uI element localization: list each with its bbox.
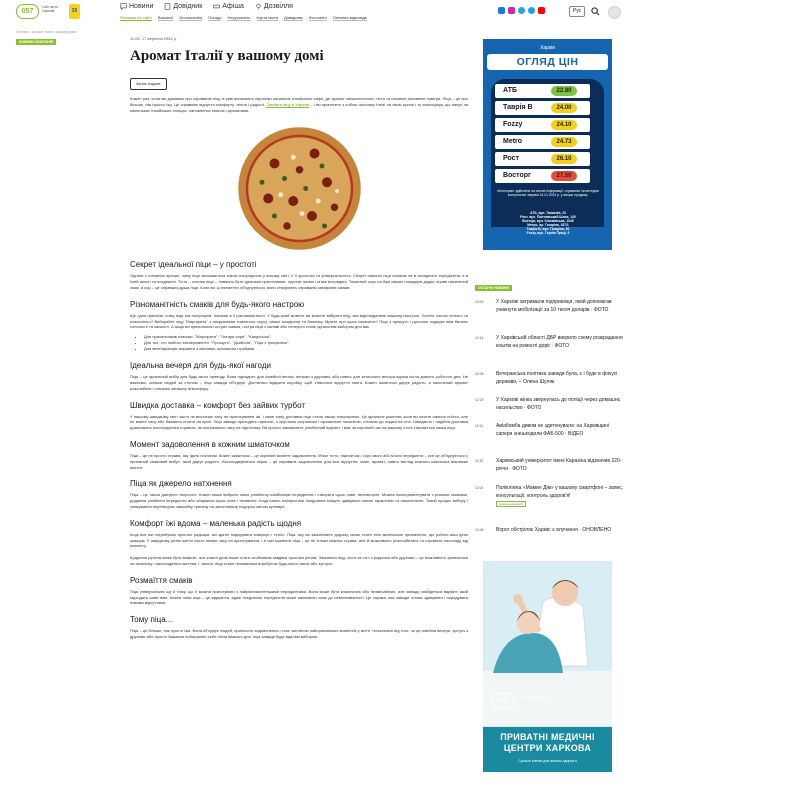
section-heading: Секрет ідеальної піци – у простоті	[130, 260, 257, 270]
instagram-icon[interactable]	[508, 7, 515, 14]
clinic-ad[interactable]	[483, 561, 612, 772]
sub-nav	[120, 15, 367, 21]
news-title[interactable]: У Харкові жінка звернулась до поліції через домашнє насильство · ФОТО	[496, 397, 621, 411]
twitter-icon[interactable]	[528, 7, 535, 14]
clinic-ad-title-2: ЦЕНТРИ ХАРКОВА	[503, 743, 592, 753]
nav-leisure-label: Дозвілля	[263, 3, 293, 10]
subnav-ads[interactable]: Реклама на сайті	[120, 15, 152, 20]
news-time: 10:06	[475, 372, 484, 376]
main-nav	[120, 3, 293, 10]
news-title[interactable]	[496, 485, 624, 509]
latest-news-heading: ОСТАННІ НОВИНИ	[475, 285, 512, 291]
section-heading: Різноманітність смаків для будь-якого настрою	[130, 299, 305, 309]
store-price: 24.00	[551, 103, 577, 113]
store-price: 24.10	[551, 120, 577, 130]
subnav-classifieds[interactable]: Оголошення	[179, 15, 203, 20]
section-paragraph: Піца – це не просто страва, яку їдять поспіхом. Кожен шматочок – це окремий момент задоволення. М'яке тісто, ніжний сир, соус свого або м'ясні інгредієнти – усе це об'єднується у приємний смаковий вибух, який дарує радість. Насолоджуватися піцою – це справжнє задоволення для всіх відчуттів: смак, аромат, навіть вигляд кожного шматочка викликає апетит.	[130, 452, 468, 470]
article-intro	[130, 96, 468, 113]
telegram-icon[interactable]	[518, 7, 525, 14]
news-time: 13:03	[475, 300, 484, 304]
speech-bubble-icon	[120, 3, 127, 10]
section-heading: Ідеальна вечеря для будь-якої нагоди	[130, 361, 271, 371]
subnav-qa[interactable]: Питання-відповідь	[332, 15, 367, 20]
ad-note: Моніторинг здійснено на основі інформації, отриманої за методом контрольної закупки 24.01.2024 р. у місцях продажу:	[497, 189, 599, 197]
facebook-icon[interactable]	[498, 7, 505, 14]
news-title[interactable]: Ветеранська політика завжди була, є і буде в фокусі держави, – Олена Шуляк	[496, 371, 618, 385]
store-name: Metro	[495, 135, 590, 149]
clinic-ad-logo: 057	[491, 693, 515, 709]
language-switch[interactable]: Рус	[569, 6, 585, 17]
subnav-jobs[interactable]: Вакансії	[157, 15, 174, 20]
ad-addresses: АТБ, вул. Танкопія, 23 Рост, вул. Полтавський Шлях, 140 Восторг, вул. Клочківська, 134б Метро, пр. Гагаріна, 187/1 Таврія В, вул. Гагаріна, 30 Fozzy, вул. Героїв Праці, 9	[520, 211, 576, 235]
pizza-list	[144, 334, 468, 352]
nav-directory-label: Довідник	[173, 3, 203, 10]
section-paragraph: Ще одна причина, чому піца так популярна, полягає в її різноманітності. У будь-який момент ви можете вибрати піцу, яка відповідатиме вашому настрою. Хочете чогось легкого та класичного? Вибирайте піцу "Маргарита" з поєднанням томатного соусу, свіжої моцарели та базиліку. Мрієте про щось насичене? Піца з прошуто і руколою подарує вам баланс солоності та свіжості. А якщо ви прихильник гострих смаків, гостра піца з салямі або пепероні стане ідеальним вибором для вас.	[130, 312, 468, 330]
article-date: 11:00, 17 вересня 2024 р.	[130, 36, 178, 41]
news-title[interactable]: Ворог обстріляє Харків: є влучання · ОНОВЛЕНО	[496, 527, 612, 533]
book-icon	[164, 3, 171, 10]
ad-title: ОГЛЯД ЦІН	[487, 54, 608, 70]
page-title: Аромат Італії у вашому домі	[130, 48, 324, 64]
social-links	[498, 7, 545, 14]
news-tag[interactable]: Новини компаній	[496, 501, 526, 507]
store-price: 24.73	[551, 137, 577, 147]
section-paragraph: У нашому швидкому світі часто не вистачає часу на приготування їжі, і саме тому доставка піци стала такою популярною. Це ідеальне рішення, коли ви хочете смачно поїсти, але не маєте часу або бажання стояти на кухні. Піца завжди приходить гарячою, з хрусткою скоринкою і ароматною начинкою, готовою до подачі на стіл. Швидкість і надійна доставка дозволяють насолодитися стравою, не витрачаючи часу на підготовку. Ви просто замовляєте улюблений варіант, і вже за короткий час на вашому столі з'являється свіжа піца.	[130, 413, 468, 431]
news-time: 12:14	[475, 336, 484, 340]
store-name: Таврія В	[495, 101, 590, 115]
section-heading: Розмаїття смаків	[130, 575, 193, 585]
list-item: • Для вегетаріанців: варіанти з овочами, шпинатом і грибами.	[144, 346, 468, 352]
breadcrumb[interactable]: Головна › Аромат Італії у вашому домі	[16, 30, 77, 34]
list-item: • Для тих, хто любить експерименти: "Прошуто", "Дьябола", "Піца з трюфелем".	[144, 340, 468, 346]
news-title[interactable]: У Харкові затримали підприємця, який допомагав уникнути мобілізації за 10 тисяч доларів · ФОТО	[496, 299, 612, 313]
user-avatar[interactable]	[608, 6, 621, 19]
list-item: • Для прихильників класики: "Маргарита", "Чотири сири", "Капричоза".	[144, 334, 468, 340]
price-review-ad[interactable]	[483, 39, 612, 250]
section-paragraph: Однією з головних причин, чому піца залишається такою популярною у всьому світі, є її простота та універсальність. Секрет смачної піци полягає не в складності інгредієнтів, а в їхній якості та поєднанні. Тісто – основа піци – повинно бути ідеально приготоване: хрустке ззовні і м'яке всередині. Томатний соус на базі свіжих помідорів додає страві насичений смак, а сир – це справжня душа піци. Коли всі ці елементи об'єднуються, вони створюють справжню симфонію смаків.	[130, 273, 468, 290]
news-time: 11:51	[475, 424, 484, 428]
nav-afisha-label: Афіша	[222, 3, 244, 10]
nav-afisha[interactable]	[213, 3, 244, 10]
store-name: Рост	[495, 152, 590, 166]
ticket-icon	[213, 3, 220, 10]
intro-text-after: – і ви принесете з собою частинку Італії на свою кухню і ту атмосферу, що панує на маленьких італійських площах, наповнених сміхом і ароматами.	[130, 101, 469, 113]
subnav-reference[interactable]: Довідкова	[283, 15, 303, 20]
nav-leisure[interactable]	[255, 3, 293, 10]
section-heading: Момент задоволення в кожним шматочком	[130, 439, 290, 449]
intro-text: Кожен раз, коли ми думаємо про справжню піцу, в уяві виникають картинки затишних італійських кафе, де аромат свіжоспеченого тіста та начинки заповнює повітря. Піца – це про більше, ніж просто їжу. Це справжнє відчуття комфорту, тепла і радості.	[130, 96, 468, 107]
section-paragraph: Іноді все ми потребуємо простих радощів, які здатні подарувати комфорт і тепло. Піца, яку ви замовляєте додому, може стати тією маленькою приємністю, що робить ваш день кращим. У швидкому ритмі життя часто немає часу на приготування, і в такі моменти піца – це не тільки смачна страва, але й можливість розслабитися та отримати насолоду від моменту.	[130, 531, 468, 549]
site-logo[interactable]: 057	[16, 4, 39, 19]
store-name: Fozzy	[495, 118, 590, 132]
news-time: 10:46	[475, 528, 484, 532]
article	[130, 36, 468, 640]
nav-news[interactable]	[120, 3, 153, 10]
store-price: 26.10	[551, 154, 577, 164]
section-heading: Тому піца...	[130, 615, 173, 625]
nav-news-label: Новини	[129, 3, 154, 10]
section-heading: Комфорт їжі вдома – маленька радість щодня	[130, 518, 302, 528]
section-heading: Швидка доставка – комфорт без зайвих турбот	[130, 400, 306, 410]
clinic-ad-title-1: ПРИВАТНІ МЕДИЧНІ	[500, 732, 595, 742]
clinic-ad-logo-tagline: Сайт міста Харкова	[518, 695, 548, 699]
pin-icon	[255, 3, 262, 10]
section-paragraph: Щоденна рутина може бути важкою, але кожен день може стати особливим завдяки простим речам. Замовити піцу, сісти за стіл з родиною або друзями – це можливість зупинитися на хвилинку і насолодитися життям. І, звісно, піца стане незамінним атрибутом будь-якого свята або зустрічі.	[130, 555, 468, 566]
read-later-button[interactable]: Читать позднее	[130, 78, 167, 90]
category-badge[interactable]: НОВИНИ КОМПАНІЙ	[16, 39, 56, 45]
section-paragraph: Піца універсальна ще й тому, що її можна приготувати з найрізноманітнішими інгредієнтами. Вона може бути класичною або незвичайною, але завжди знайдеться варіант, який підходить саме вам. Кожна нова піца – це відкриття, адже поєднання інгредієнтів може змінювати смак до невпізнаваності. Це справа, яка завжди готова здивувати і порадувати новими відчуттями.	[130, 588, 468, 606]
store-price: 22.80	[551, 86, 577, 96]
news-time: 11:32	[475, 459, 484, 463]
section-heading: Піца як джерело натхнення	[130, 479, 232, 489]
store-price: 27.50	[551, 171, 577, 181]
pizza-image	[237, 126, 362, 251]
subnav-map[interactable]: Карта міста	[256, 15, 278, 20]
site-header	[0, 0, 791, 28]
youtube-icon[interactable]	[538, 7, 545, 14]
search-icon[interactable]	[591, 7, 600, 16]
subnav-photos[interactable]: Фотозвіти	[308, 15, 327, 20]
store-name: Восторг	[495, 169, 590, 183]
nav-directory[interactable]	[164, 3, 202, 10]
news-title[interactable]: Харківський університет імені Каразіна відзначив 220-річчя · ФОТО	[496, 458, 622, 472]
news-title[interactable]: У Харківській області ДБР викрило схему розкрадання коштів на ремонті доріг · ФОТО	[496, 335, 623, 349]
subnav-weather[interactable]: Погода	[208, 15, 222, 20]
subnav-realty[interactable]: Нерухомість	[227, 15, 251, 20]
anniversary-badge: 20	[69, 4, 80, 19]
news-time: 11:00	[475, 486, 484, 490]
news-title[interactable]: Авіабомба дивом не здетонувала: на Харківщині сапери знешкодили ФАБ-500 · ВІДЕО	[496, 423, 610, 437]
store-name: АТБ	[495, 84, 590, 98]
order-pizza-link[interactable]: Замовте піцу в Харкові	[266, 101, 310, 107]
ad-city: Харків	[540, 45, 555, 51]
news-title-text[interactable]: Поліклініка «Мамин Дім» у вашому смартфоні – запис, консультації, контроль здоров'я!	[496, 485, 624, 499]
section-paragraph: Піца – це більше, ніж просто їжа. Вона об'єднує людей, приносить задоволення і стає частиною найприємніших моментів у житті. Незалежно від того, чи це сімейна вечеря, зустріч з друзями або просто бажання побалувати себе після важкого дня, піца завжди буде вдалим вибором.	[130, 628, 468, 639]
news-time: 12:29	[475, 398, 484, 402]
logo-tagline: Сайт міста Харкова	[42, 5, 58, 13]
section-paragraph: Піца – це ідеальний вибір для будь-якого приводу. Вона підходить для сімейної вечері, вечірки з друзями, або навіть для затишного вечора вдома після довгого робочого дня. Не важливо, скільки людей за столом – піца завжди об'єднує. Достатньо відкрити коробку, щоб з'явилося відчуття свята. Кожен шматочок дарує радість, а насичений аромат розслабляє і створює затишну атмосферу.	[130, 374, 468, 391]
section-paragraph: Піца – це також джерело творчості. Кожен може вибрати свою улюблену комбінацію інгредієнтів і створити щось нове, неповторне. Можна експериментувати з різними смаками, додаючи улюблені інгредієнти або обираючи щось нове і незвичне. Іноді навіть найпростіші поєднання можуть здивувати своєю гармонією та насиченістю. Такий процес вибору і смакування перетворює звичайну трапезу на захоплюючу подорож світом кулінарії.	[130, 492, 468, 509]
clinic-ad-subtitle: Сучасні клініки для вашого здоров'я	[518, 759, 577, 763]
